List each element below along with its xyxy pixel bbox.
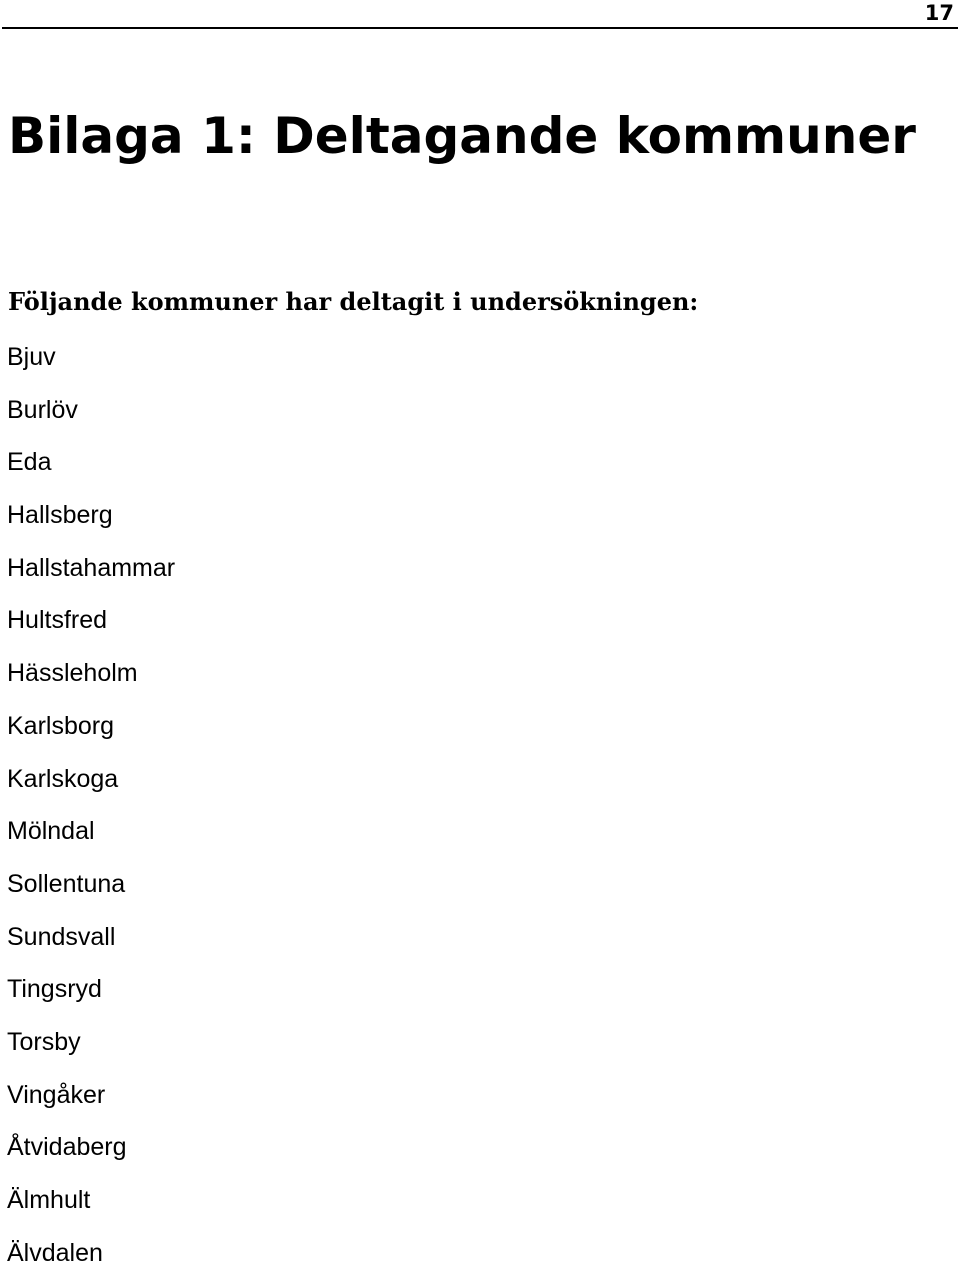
- header-divider: [2, 27, 958, 29]
- page-number: 17: [924, 1, 954, 25]
- list-item: Hultsfred: [7, 606, 108, 635]
- list-item: Sollentuna: [7, 869, 126, 898]
- list-item: Eda: [7, 448, 52, 477]
- list-item: Burlöv: [7, 395, 78, 424]
- municipality-list: [7, 340, 175, 1288]
- list-item: Karlsborg: [7, 711, 114, 740]
- list-item: Karlskoga: [7, 764, 119, 793]
- list-item: Torsby: [7, 1027, 81, 1056]
- list-item: Hässleholm: [7, 659, 138, 688]
- list-item: Bjuv: [7, 343, 56, 371]
- list-item: Älvdalen: [7, 1238, 103, 1267]
- list-item: Hallstahammar: [7, 553, 176, 582]
- intro-text: Följande kommuner har deltagit i undersökningen:: [8, 287, 699, 316]
- list-item: Sundsvall: [7, 922, 116, 951]
- list-item: Älmhult: [7, 1186, 91, 1214]
- list-item: Hallsberg: [7, 501, 113, 530]
- list-item: Tingsryd: [7, 975, 102, 1004]
- list-item: Vingåker: [7, 1080, 106, 1109]
- page-title: Bilaga 1: Deltagande kommuner: [8, 107, 916, 165]
- list-item: Mölndal: [7, 817, 95, 846]
- list-item: Åtvidaberg: [7, 1133, 127, 1162]
